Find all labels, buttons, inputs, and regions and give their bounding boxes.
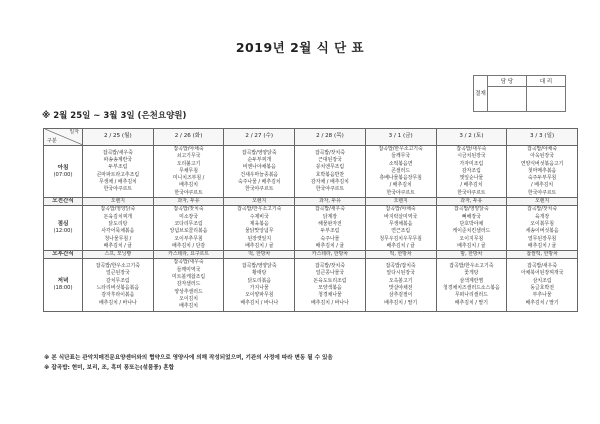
- menu-item: 수제비국: [249, 213, 269, 220]
- menu-item: 바지락살미역국: [384, 213, 418, 220]
- header-row: [44, 129, 578, 146]
- menu-item: 시금치된장국: [457, 153, 486, 160]
- menu-item: 비엔나야채볶음: [242, 164, 276, 171]
- day-header: 3 / 3 (일): [507, 129, 578, 146]
- menu-cell: [83, 259, 154, 311]
- menu-item: 잡곡밥/잣치죽: [527, 206, 558, 213]
- menu-item: 잡곡밥/야채죽: [385, 206, 416, 213]
- menu-cell: [224, 198, 295, 206]
- meal-label: [44, 146, 83, 198]
- menu-item: 무채무침: [179, 167, 198, 174]
- menu-item: 오옥볼고기: [388, 277, 413, 284]
- menu-item: 양상추샐러드: [174, 288, 203, 295]
- menu-item: 배추김치 / 귤: [527, 242, 557, 249]
- approval-col-2: 대 리: [527, 76, 566, 87]
- menu-item: 오이양파무침: [245, 292, 274, 299]
- menu-item: 알다시된장국: [386, 270, 415, 277]
- menu-item: 잡곡밥/잣치죽: [314, 263, 345, 270]
- menu-item: 오이김치: [179, 295, 198, 302]
- menu-item: 연양식버섯볶음고기: [520, 160, 564, 167]
- approval-label: 결재: [474, 76, 488, 112]
- menu-item: 삼추겉절이: [388, 292, 413, 299]
- menu-item: 사각어묵채볶음: [101, 228, 135, 235]
- category-label: 구분: [47, 137, 57, 144]
- menu-item: 무떠나리샐러드: [454, 292, 488, 299]
- menu-cell: [83, 146, 154, 198]
- day-header: 2 / 27 (수): [224, 129, 295, 146]
- menu-item: 배추김치 / 바나나: [311, 299, 349, 306]
- menu-item: 숙주두부무침: [527, 175, 557, 182]
- menu-item: 츄베나물볶음장무침: [379, 175, 422, 182]
- menu-item: 동글호박전: [530, 284, 554, 291]
- meal-label: [44, 251, 83, 259]
- menu-cell: [295, 198, 366, 206]
- menu-item: 두부조림: [320, 228, 340, 235]
- menu-item: 잡곡밥/새우죽: [527, 263, 558, 270]
- menu-item: 느타리버섯볶음볶음: [96, 284, 140, 291]
- menu-cell: [295, 251, 366, 259]
- menu-item: 배추김치 / 귤: [245, 242, 274, 249]
- menu-item: 잡곡밥/영양닭죽: [241, 149, 277, 156]
- menu-item: 카스테라, 요구르트: [168, 251, 209, 258]
- menu-item: 잡곡밥/잣치죽: [314, 149, 345, 156]
- menu-item: 파송송계란국: [103, 156, 133, 163]
- menu-item: 열무된장무침: [527, 235, 557, 242]
- menu-item: 오이부추무침: [174, 235, 203, 242]
- menu-item: 세송이버섯볶음: [525, 228, 559, 235]
- menu-cell: [153, 146, 224, 198]
- menu-item: 오이지무침: [459, 235, 484, 242]
- menu-item: 배추김치 / 귤: [386, 242, 415, 249]
- meal-name: 저녁: [57, 277, 69, 284]
- note-line: ※ 본 식단표는 관악치매전문요양센터와의 협약으로 영양사에 의해 작성되었으며, 기관의 사정에 따라 변동 될 수 있음: [44, 355, 333, 361]
- menu-item: 숙주나물 / 배추김치: [237, 178, 281, 185]
- menu-cell: [153, 206, 224, 251]
- menu-item: 한국야쿠르트: [527, 189, 557, 196]
- header-corner: [44, 129, 83, 146]
- menu-item: 무생채 / 배추김치: [98, 178, 137, 185]
- menu-cell: [295, 259, 366, 311]
- menu-item: 아욱된장국: [530, 153, 554, 160]
- menu-item: 깻잎순나물: [459, 175, 484, 182]
- menu-item: 된장깻잎지: [247, 235, 272, 242]
- menu-cell: [365, 146, 436, 198]
- menu-item: 감자후라이볶음: [101, 292, 135, 299]
- approval-sign-1: [488, 87, 527, 112]
- menu-item: 오렌지: [252, 198, 267, 205]
- menu-cell: [507, 146, 578, 198]
- menu-item: 감자채 / 배추김치: [311, 178, 349, 185]
- menu-item: 밤, 한방차: [460, 251, 483, 258]
- menu-item: 잡곡밥/영양닭죽: [241, 263, 277, 270]
- meal-row: [44, 259, 578, 311]
- menu-item: 배추김치 / 귤: [103, 242, 133, 249]
- menu-item: 가자미조림: [459, 160, 484, 167]
- menu-item: 돈육도토리조림: [313, 277, 347, 284]
- menu-item: 과자, 두유: [318, 198, 341, 205]
- menu-item: 잡곡밥/한우소고기죽: [378, 146, 423, 152]
- menu-item: 갈치무조림: [106, 277, 130, 284]
- menu-item: 배추김치 / 단감: [172, 242, 206, 249]
- menu-cell: [83, 198, 154, 206]
- menu-item: 두부조림: [108, 164, 128, 171]
- menu-item: 잡곡밥/영양닭죽: [100, 206, 136, 213]
- menu-item: 닭도리탕: [108, 220, 128, 227]
- menu-item: 숙주나물: [320, 235, 340, 242]
- menu-item: 배추김치 / 바나나: [240, 299, 279, 306]
- menu-item: 닭도리볶음: [247, 277, 272, 284]
- menu-item: 한국야쿠르트: [245, 186, 274, 193]
- meal-time: (07:00): [53, 171, 73, 178]
- menu-item: 잡곡밥/새우죽: [456, 146, 487, 152]
- menu-item: 케이준치킨샐러드: [452, 228, 491, 235]
- menu-item: 오렌지: [393, 198, 408, 205]
- menu-item: 스프, 모닝빵: [104, 251, 132, 258]
- menu-cell: [365, 251, 436, 259]
- menu-item: 물닭맛앙념무: [245, 228, 274, 235]
- date-label: 일자: [69, 129, 79, 135]
- menu-item: 감자조림: [461, 167, 481, 174]
- menu-cell: [224, 251, 295, 259]
- menu-item: 건새우마늘종볶음: [240, 171, 279, 178]
- menu-item: 돈육김치찌개: [103, 213, 133, 220]
- menu-item: 잡곡밥/야채죽: [173, 146, 204, 152]
- menu-cell: [507, 206, 578, 251]
- menu-cell: [436, 198, 507, 206]
- menu-item: 한국야쿠르트: [315, 186, 345, 193]
- menu-cell: [224, 259, 295, 311]
- menu-cell: [365, 206, 436, 251]
- menu-item: 카스테라, 한방차: [311, 251, 349, 258]
- menu-item: 황태탕: [252, 270, 267, 277]
- menu-item: 잡곡밥/한우소고기죽: [95, 263, 140, 270]
- menu-item: 잡곡밥/한우소고기죽: [449, 263, 494, 270]
- menu-item: 얼큰콩나물국: [315, 270, 345, 277]
- menu-item: 미니치즈부침 /: [172, 175, 205, 182]
- menu-item: 들깨미역국: [176, 266, 201, 273]
- notes: [44, 354, 333, 373]
- menu-item: 미소장국: [179, 213, 198, 220]
- menu-item: 호박볶음반찬: [315, 171, 345, 178]
- menu-item: 아채북어된장찌개국: [520, 270, 564, 277]
- menu-cell: [365, 259, 436, 311]
- menu-item: 한국야쿠르트: [174, 189, 203, 196]
- snack-row: [44, 198, 578, 206]
- menu-item: 잡곡밥/잣치죽: [173, 206, 204, 213]
- menu-cell: [153, 251, 224, 259]
- meal-label: [44, 198, 83, 206]
- meal-table: [43, 128, 578, 312]
- menu-item: 배추김치 / 바나나: [98, 299, 137, 306]
- menu-item: 배추김치 / 딸기: [384, 299, 418, 306]
- meal-name: 오전간식: [52, 198, 74, 205]
- menu-item: / 배추김치: [389, 182, 412, 189]
- day-header: 2 / 25 (월): [83, 129, 154, 146]
- menu-item: 잡곡밥/새우죽: [314, 206, 345, 213]
- menu-cell: [507, 251, 578, 259]
- menu-item: 코다리무조림: [174, 220, 203, 227]
- menu-item: 잡곡밥/새우죽: [173, 259, 204, 266]
- approval-box: [473, 75, 566, 112]
- menu-item: 첫마메추볶음: [527, 167, 557, 174]
- menu-item: 청나물무침 /: [104, 235, 132, 242]
- menu-item: 잡곡밥/야채죽: [527, 146, 558, 152]
- menu-item: / 배추김치: [460, 182, 483, 189]
- menu-item: 꽁치엔무조림: [315, 164, 345, 171]
- menu-item: 한국야쿠르트: [457, 189, 486, 196]
- menu-cell: [295, 146, 366, 198]
- menu-item: 오렌지: [535, 198, 550, 205]
- menu-item: 해물완자전: [318, 220, 342, 227]
- menu-item: 떡, 한방차: [389, 251, 412, 258]
- menu-item: 삼색계란찜: [459, 277, 484, 284]
- menu-item: 연근조림: [391, 228, 411, 235]
- menu-item: 한국야쿠르트: [386, 189, 415, 196]
- meal-row: [44, 146, 578, 198]
- menu-item: 과자, 두유: [460, 198, 483, 205]
- menu-item: 부추나물: [532, 292, 552, 299]
- menu-item: 감자샐러드: [176, 281, 201, 288]
- menu-item: 배추김치: [179, 182, 198, 189]
- menu-item: 소떡볶음면: [388, 160, 413, 167]
- menu-item: / 배추김치: [531, 182, 554, 189]
- period-subtitle: ※ 2월 25일 ~ 3월 3일 (은천요양원): [42, 111, 187, 121]
- menu-item: 육개장: [535, 213, 550, 220]
- menu-item: 배추김치 / 딸기: [454, 299, 488, 306]
- menu-item: 맛살야채전: [388, 284, 413, 291]
- menu-item: 잡곡밥/한우소고기죽: [237, 206, 282, 213]
- menu-item: 배추김치 / 딸기: [525, 299, 559, 306]
- menu-cell: [153, 198, 224, 206]
- meal-row: [44, 206, 578, 251]
- menu-item: 뼈해장국: [461, 213, 481, 220]
- day-header: 2 / 28 (목): [295, 129, 366, 146]
- menu-cell: [436, 146, 507, 198]
- approval-col-1: 담 당: [488, 76, 527, 87]
- menu-item: 무생채볶음: [388, 220, 413, 227]
- meal-name: 아침: [57, 164, 69, 171]
- menu-item: 쇠고기무국: [176, 153, 201, 160]
- meal-label: [44, 206, 83, 251]
- menu-item: 청경채나물: [318, 292, 342, 299]
- day-header: 3 / 2 (토): [436, 129, 507, 146]
- menu-item: 찹쌀떡, 한방차: [526, 251, 558, 258]
- menu-item: 잡곡밥/잡치죽: [385, 263, 416, 270]
- snack-row: [44, 251, 578, 259]
- menu-item: 얼큰된장국: [106, 270, 130, 277]
- menu-item: 근대된장국: [318, 156, 342, 163]
- day-header: 3 / 1 (금): [365, 129, 436, 146]
- meal-time: (18:00): [53, 284, 73, 291]
- menu-item: 오리불고기: [176, 160, 201, 167]
- menu-cell: [507, 259, 578, 311]
- menu-cell: [436, 206, 507, 251]
- menu-item: 삼치조림: [532, 277, 552, 284]
- menu-item: 콘샐러드: [391, 167, 411, 174]
- menu-item: 모양색볶음: [318, 284, 342, 291]
- menu-cell: [224, 206, 295, 251]
- menu-cell: [507, 198, 578, 206]
- menu-item: 닭계장: [322, 213, 338, 220]
- menu-item: 오렌지: [110, 198, 125, 205]
- meal-name: 오후간식: [52, 251, 74, 258]
- menu-item: 청무우김치우무무침: [379, 235, 422, 242]
- meal-label: [44, 259, 83, 311]
- menu-item: 떡, 한방차: [248, 251, 271, 258]
- menu-cell: [153, 259, 224, 311]
- menu-item: 잡곡밥/영양닭죽: [454, 206, 489, 213]
- meal-name: 점심: [57, 221, 69, 228]
- menu-cell: [436, 259, 507, 311]
- menu-item: 앙념브로콜리볶음: [169, 228, 208, 235]
- menu-cell: [83, 251, 154, 259]
- menu-item: 미트볼케찹조림: [172, 274, 206, 281]
- menu-item: 배추김치 / 귤: [457, 242, 486, 249]
- approval-sign-2: [527, 87, 566, 112]
- meal-time: (12:00): [53, 228, 73, 235]
- menu-item: 한국야쿠르트: [103, 186, 133, 193]
- menu-item: 배추김치 / 귤: [315, 242, 345, 249]
- menu-item: 들깨무국: [391, 153, 411, 160]
- menu-item: 청경채치즈샐러드소스볶음: [443, 284, 500, 291]
- menu-item: 제육볶음: [249, 220, 269, 227]
- menu-item: 순두부찌개: [247, 156, 272, 163]
- day-header: 2 / 26 (화): [153, 129, 224, 146]
- menu-cell: [436, 251, 507, 259]
- menu-cell: [224, 146, 295, 198]
- menu-item: 콘마파트라고추조림: [96, 171, 140, 178]
- menu-cell: [83, 206, 154, 251]
- page-title: 2019년 2월 식 단 표: [235, 40, 365, 55]
- menu-item: 과자, 두유: [177, 198, 200, 205]
- menu-item: 배추김치: [179, 303, 198, 310]
- menu-cell: [295, 206, 366, 251]
- menu-item: 가지나물: [249, 284, 269, 291]
- note-line: ※ 잡곡밥: 현미, 보리, 조, 흑미 퐁또는(섞뭄풍) 혼합: [44, 364, 175, 371]
- menu-item: 단호박야채: [459, 220, 484, 227]
- menu-item: 잡곡밥/새우죽: [102, 149, 133, 156]
- menu-item: 오이볶무침: [530, 220, 554, 227]
- menu-item: 꽃게탕: [464, 270, 479, 277]
- menu-cell: [365, 198, 436, 206]
